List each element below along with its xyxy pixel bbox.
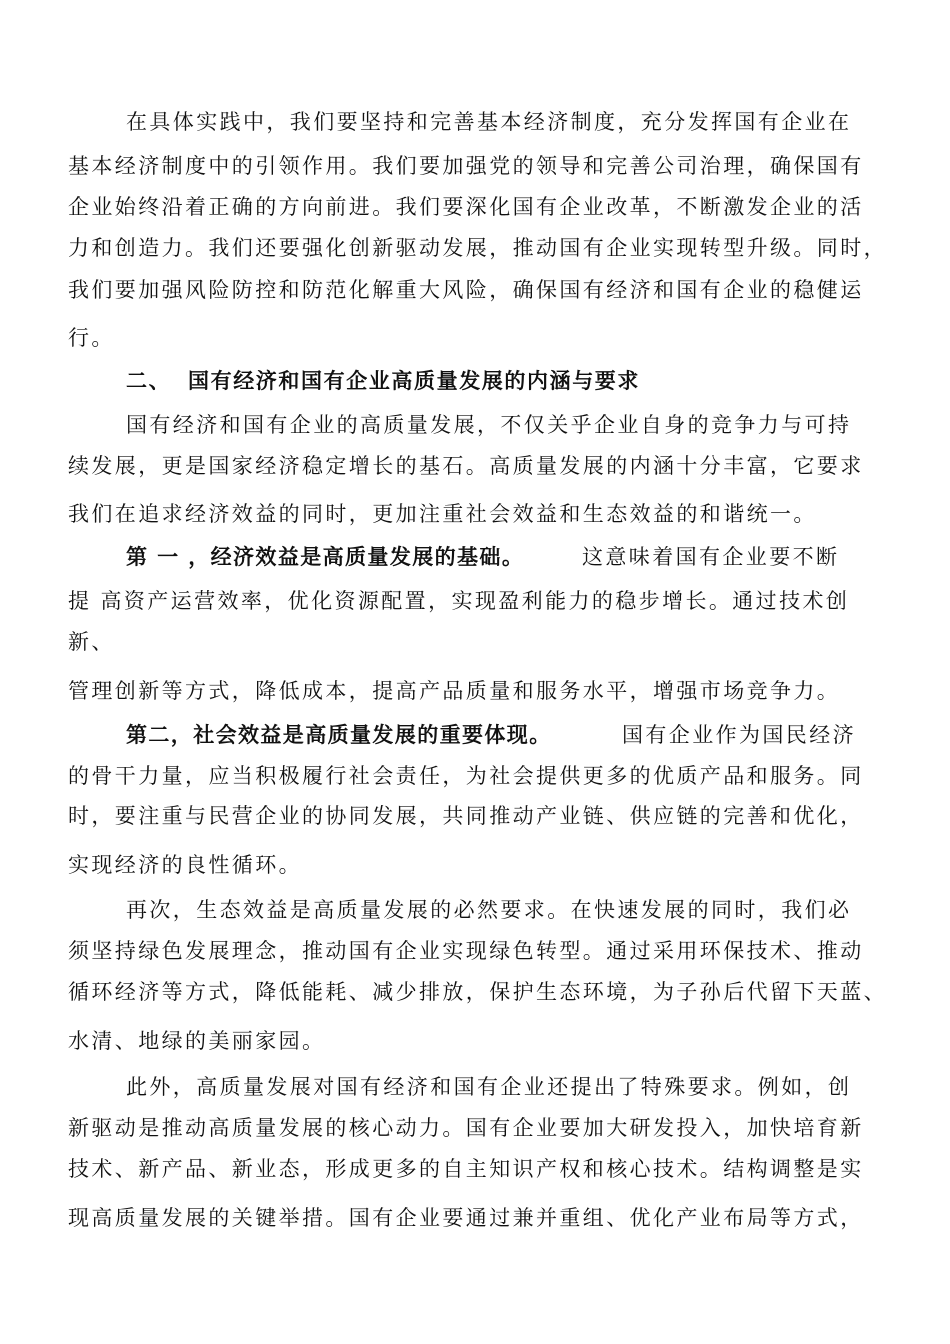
text-line: 技术、新产品、新业态，形成更多的自主知识产权和核心技术。结构调整是实 (68, 1157, 864, 1181)
text-line: 再次，生态效益是高质量发展的必然要求。在快速发展的同时，我们必 (126, 898, 852, 922)
text-line: 我们在追求经济效益的同时，更加注重社会效益和生态效益的和谐统一。 (68, 502, 817, 526)
text-line: 续发展，更是国家经济稳定增长的基石。高质量发展的内涵十分丰富，它要求 (68, 454, 864, 478)
text-line: 新驱动是推动高质量发展的核心动力。国有企业要加大研发投入，加快培育新 (68, 1116, 864, 1140)
text-line: 时，要注重与民营企业的协同发展，共同推动产业链、供应链的完善和优化， (68, 804, 864, 828)
text-line: 力和创造力。我们还要强化创新驱动发展，推动国有企业实现转型升级。同时， (68, 236, 887, 260)
text-line: 国有经济和国有企业的高质量发展，不仅关乎企业自身的竞争力与可持 (126, 413, 852, 437)
text-line: 新、 (68, 630, 115, 654)
text-line: 此外，高质量发展对国有经济和国有企业还提出了特殊要求。例如，创 (126, 1075, 852, 1099)
text-line: 基本经济制度中的引领作用。我们要加强党的领导和完善公司治理，确保国有 (68, 154, 864, 178)
text-line: 行。 (68, 326, 115, 350)
text-line: 我们要加强风险防控和防范化解重大风险，确保国有经济和国有企业的稳健运 (68, 278, 864, 302)
section-title: 国有经济和国有企业高质量发展的内涵与要求 (188, 369, 640, 393)
text-line: 循环经济等方式，降低能耗、减少排放，保护生态环境，为子孙后代留下天蓝、 (68, 980, 887, 1004)
lead-sentence-economic-benefit: 第 一 ，经济效益是高质量发展的基础。 (126, 545, 525, 569)
text-line: 国有企业作为国民经济 (622, 723, 856, 747)
text-line: 管理创新等方式，降低成本，提高产品质量和服务水平，增强市场竞争力。 (68, 679, 841, 703)
text-line: 实现经济的良性循环。 (68, 853, 302, 877)
text-line: 提 高资产运营效率，优化资源配置，实现盈利能力的稳步增长。通过技术创 (68, 589, 850, 613)
section-number: 二、 (126, 369, 172, 393)
text-line: 须坚持绿色发展理念，推动国有企业实现绿色转型。通过采用环保技术、推动 (68, 939, 864, 963)
text-line: 在具体实践中，我们要坚持和完善基本经济制度，充分发挥国有企业在 (126, 110, 852, 134)
text-line: 现高质量发展的关键举措。国有企业要通过兼并重组、优化产业布局等方式， (68, 1206, 864, 1230)
text-line: 的骨干力量，应当积极履行社会责任，为社会提供更多的优质产品和服务。同 (68, 764, 864, 788)
text-line: 水清、地绿的美丽家园。 (68, 1029, 326, 1053)
lead-sentence-social-benefit: 第二，社会效益是高质量发展的重要体现。 (126, 723, 552, 747)
text-line: 这意味着国有企业要不断 (582, 545, 840, 569)
text-line: 企业始终沿着正确的方向前进。我们要深化国有企业改革，不断激发企业的活 (68, 195, 864, 219)
